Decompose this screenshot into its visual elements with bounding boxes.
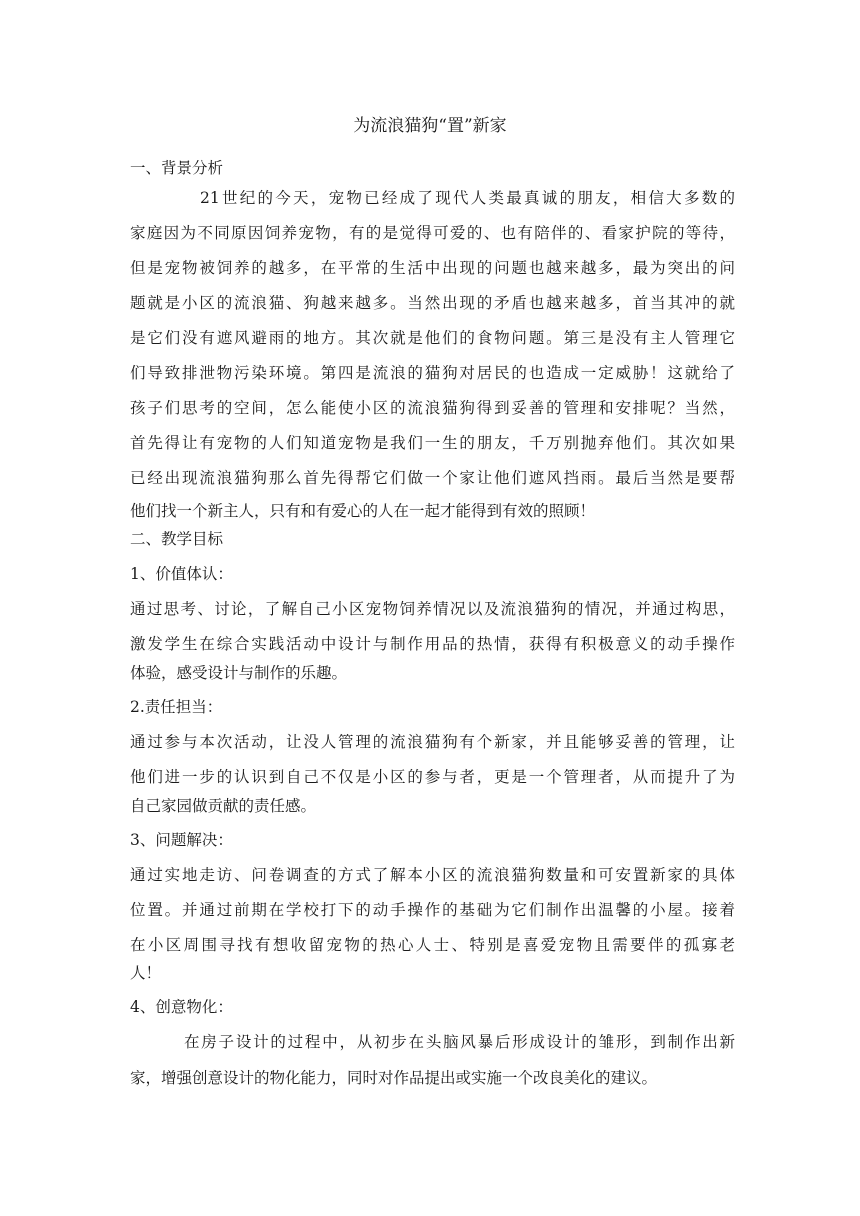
paragraph-line: 自己家园做贡献的责任感。 <box>130 797 317 815</box>
paragraph-line: 21世纪的今天，宠物已经成了现代人类最真诚的朋友，相信大多数的 <box>200 189 735 207</box>
section-heading: 二、教学目标 <box>130 530 224 548</box>
subsection-heading: 1、价值体认： <box>130 565 233 583</box>
paragraph-line: 体验，感受设计与制作的乐趣。 <box>130 664 348 682</box>
paragraph-line: 通过实地走访、问卷调查的方式了解本小区的流浪猫狗数量和可安置新家的具体 <box>130 866 735 884</box>
paragraph-line: 首先得让有宠物的人们知道宠物是我们一生的朋友，千万别抛弃他们。其次如果 <box>130 434 735 452</box>
paragraph-line: 激发学生在综合实践活动中设计与制作用品的热情，获得有积极意义的动手操作 <box>130 635 735 653</box>
subsection-heading: 2.责任担当： <box>130 698 223 716</box>
subsection-heading: 3、问题解决： <box>130 831 233 849</box>
paragraph-line: 通过参与本次活动，让没人管理的流浪猫狗有个新家，并且能够妥善的管理，让 <box>130 733 735 751</box>
paragraph-line: 在房子设计的过程中，从初步在头脑风暴后形成设计的雏形，到制作出新 <box>184 1033 735 1051</box>
paragraph-line: 题就是小区的流浪猫、狗越来越多。当然出现的矛盾也越来越多，首当其冲的就 <box>130 294 735 312</box>
document-title: 为流浪猫狗“置”新家 <box>353 116 507 136</box>
paragraph-line: 但是宠物被饲养的越多，在平常的生活中出现的问题也越来越多，最为突出的问 <box>130 259 735 277</box>
section-heading: 一、背景分析 <box>130 159 224 177</box>
paragraph-line: 已经出现流浪猫狗那么首先得帮它们做一个家让他们遮风挡雨。最后当然是要帮 <box>130 469 735 487</box>
paragraph-line: 通过思考、讨论，了解自己小区宠物饲养情况以及流浪猫狗的情况，并通过构思， <box>130 600 735 618</box>
paragraph-line: 们导致排泄物污染环境。第四是流浪的猫狗对居民的也造成一定威胁！这就给了 <box>130 364 735 382</box>
paragraph-line: 人！ <box>130 964 162 982</box>
paragraph-line: 家，增强创意设计的物化能力，同时对作品提出或实施一个改良美化的建议。 <box>130 1069 658 1087</box>
paragraph-line: 孩子们思考的空间，怎么能使小区的流浪猫狗得到妥善的管理和安排呢？当然， <box>130 399 735 417</box>
paragraph-line: 在小区周围寻找有想收留宠物的热心人士、特别是喜爱宠物且需要伴的孤寡老 <box>130 936 735 954</box>
paragraph-line: 他们进一步的认识到自己不仅是小区的参与者，更是一个管理者，从而提升了为 <box>130 768 735 786</box>
paragraph-line: 位置。并通过前期在学校打下的动手操作的基础为它们制作出温馨的小屋。接着 <box>130 901 735 919</box>
paragraph-line: 家庭因为不同原因饲养宠物，有的是觉得可爱的、也有陪伴的、看家护院的等待， <box>130 224 735 242</box>
paragraph-line: 他们找一个新主人，只有和有爱心的人在一起才能得到有效的照顾！ <box>130 502 596 520</box>
subsection-heading: 4、创意物化： <box>130 998 233 1016</box>
paragraph-line: 是它们没有遮风避雨的地方。其次就是他们的食物问题。第三是没有主人管理它 <box>130 329 735 347</box>
